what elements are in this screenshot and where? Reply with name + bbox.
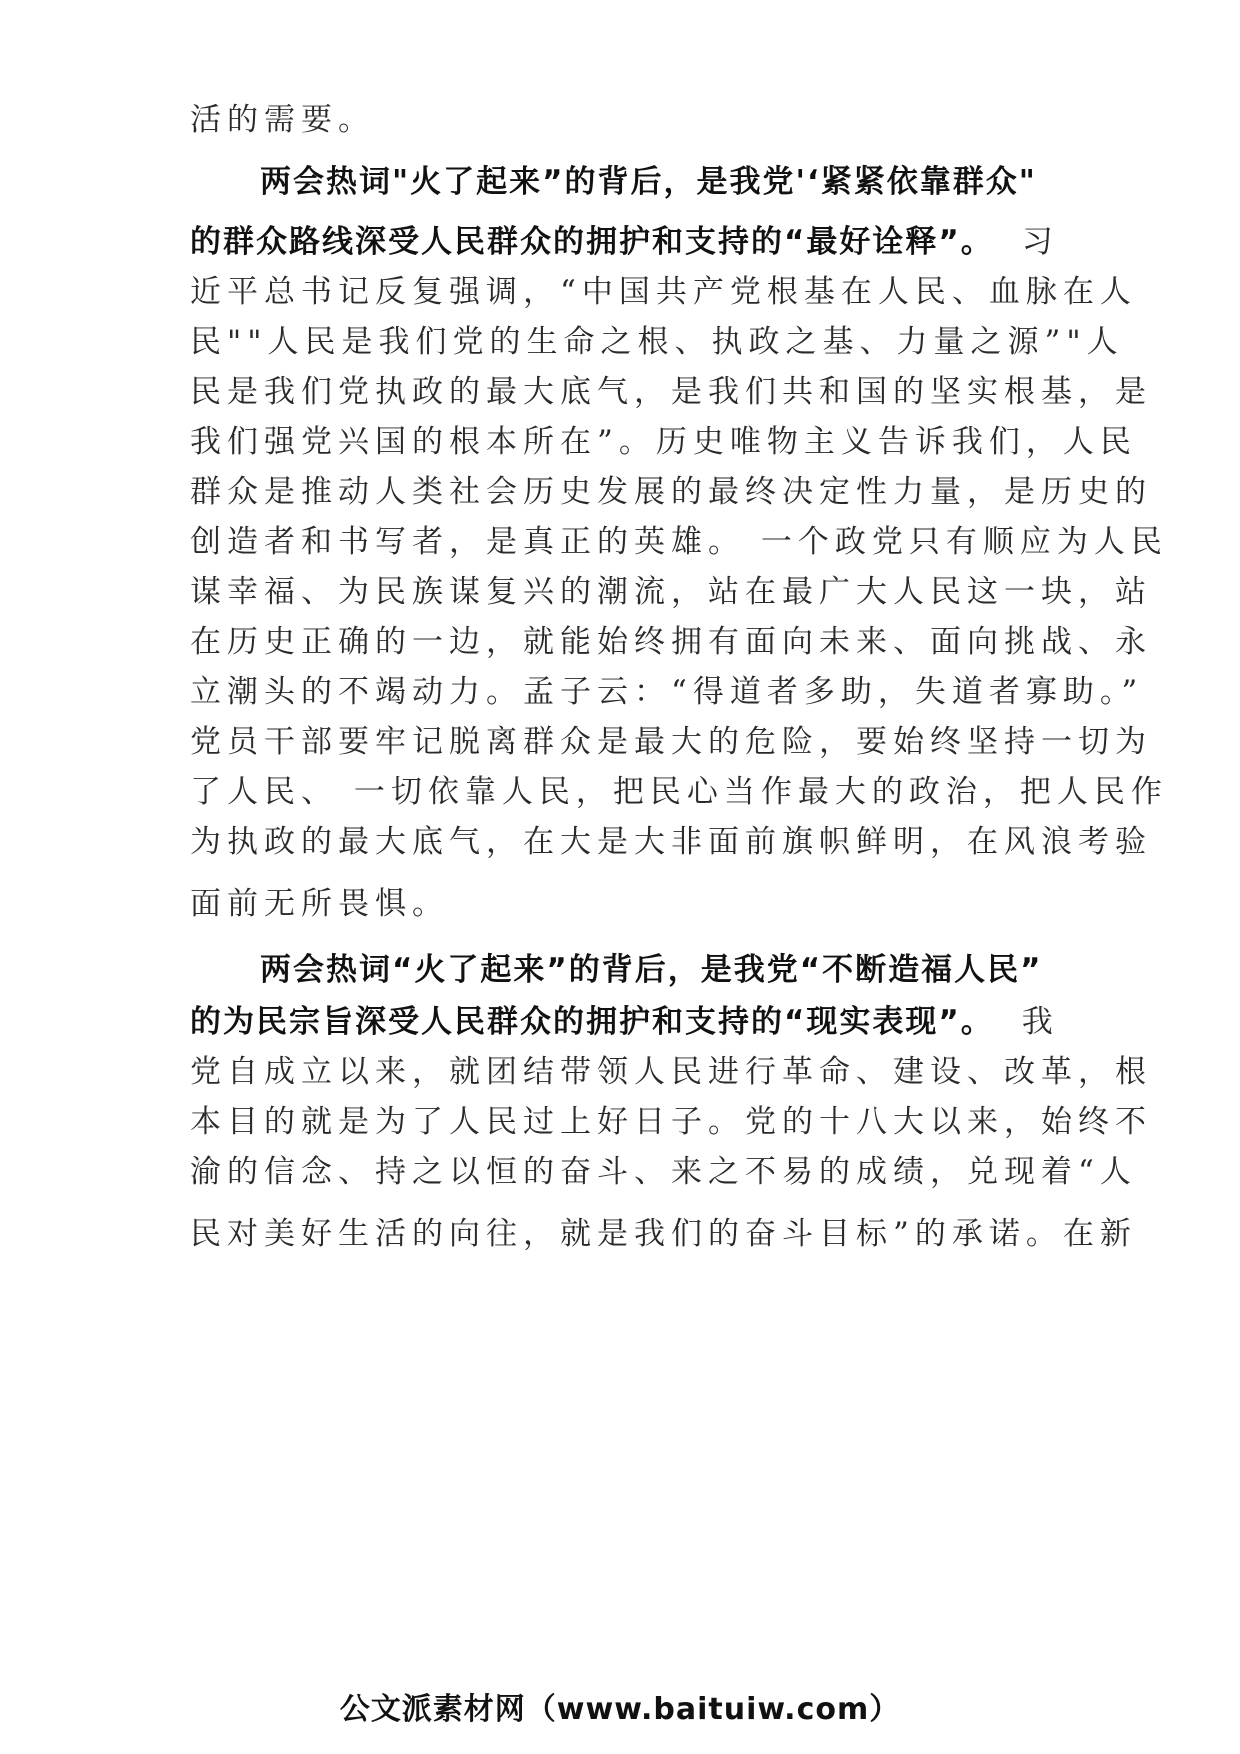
paragraph-line: 为执政的最大底气，在大是大非面前旗帜鲜明，在风浪考验 bbox=[190, 824, 1152, 860]
paragraph-line: 党自成立以来，就团结带领人民进行革命、建设、改革，根 bbox=[190, 1054, 1152, 1090]
paragraph-line: 民对美好生活的向往，就是我们的奋斗目标”的承诺。在新 bbox=[190, 1216, 1137, 1252]
paragraph-line: 近平总书记反复强调，“中国共产党根基在人民、血脉在人 bbox=[190, 274, 1137, 310]
paragraph-line: 创造者和书写者，是真正的英雄。 一个政党只有顺应为人民 bbox=[190, 524, 1168, 560]
paragraph-line: 在历史正确的一边，就能始终拥有面向未来、面向挑战、永 bbox=[190, 624, 1152, 660]
paragraph-line: 面前无所畏惧。 bbox=[190, 886, 449, 922]
paragraph-line: 谋幸福、为民族谋复兴的潮流，站在最广大人民这一块，站 bbox=[190, 574, 1152, 610]
paragraph-line: 了人民、 一切依靠人民，把民心当作最大的政治，把人民作 bbox=[190, 774, 1168, 810]
paragraph-line-mixed bbox=[190, 222, 1059, 262]
footer-watermark: 公文派素材网（www.baituiw.com） bbox=[339, 1692, 901, 1727]
paragraph-line: 渝的信念、持之以恒的奋斗、来之不易的成绩，兑现着“人 bbox=[190, 1154, 1137, 1190]
paragraph-line-mixed bbox=[190, 1002, 1059, 1042]
paragraph-line: 本目的就是为了人民过上好日子。党的十八大以来，始终不 bbox=[190, 1104, 1152, 1140]
paragraph-line: 民""人民是我们党的生命之根、执政之基、力量之源”"人 bbox=[190, 324, 1124, 360]
paragraph-line: 民是我们党执政的最大底气，是我们共和国的坚实根基，是 bbox=[190, 374, 1152, 410]
paragraph-line: 活的需要。 bbox=[190, 102, 375, 138]
paragraph-text: 习 bbox=[1021, 224, 1059, 260]
bold-heading-line: 两会热词"火了起来”的背后，是我党'‘紧紧依靠群众" bbox=[260, 164, 1037, 200]
paragraph-text: 我 bbox=[1021, 1004, 1059, 1040]
bold-heading-line: 的群众路线深受人民群众的拥护和支持的“最好诠释”。 bbox=[190, 224, 994, 260]
paragraph-line: 群众是推动人类社会历史发展的最终决定性力量，是历史的 bbox=[190, 474, 1152, 510]
bold-heading-line: 两会热词“火了起来”的背后，是我党“不断造福人民” bbox=[260, 952, 1043, 988]
paragraph-line: 党员干部要牢记脱离群众是最大的危险，要始终坚持一切为 bbox=[190, 724, 1152, 760]
paragraph-line: 立潮头的不竭动力。孟子云：“得道者多助，失道者寡助。” bbox=[190, 674, 1144, 710]
paragraph-line: 我们强党兴国的根本所在”。历史唯物主义告诉我们，人民 bbox=[190, 424, 1137, 460]
bold-heading-line: 的为民宗旨深受人民群众的拥护和支持的“现实表现”。 bbox=[190, 1004, 994, 1040]
